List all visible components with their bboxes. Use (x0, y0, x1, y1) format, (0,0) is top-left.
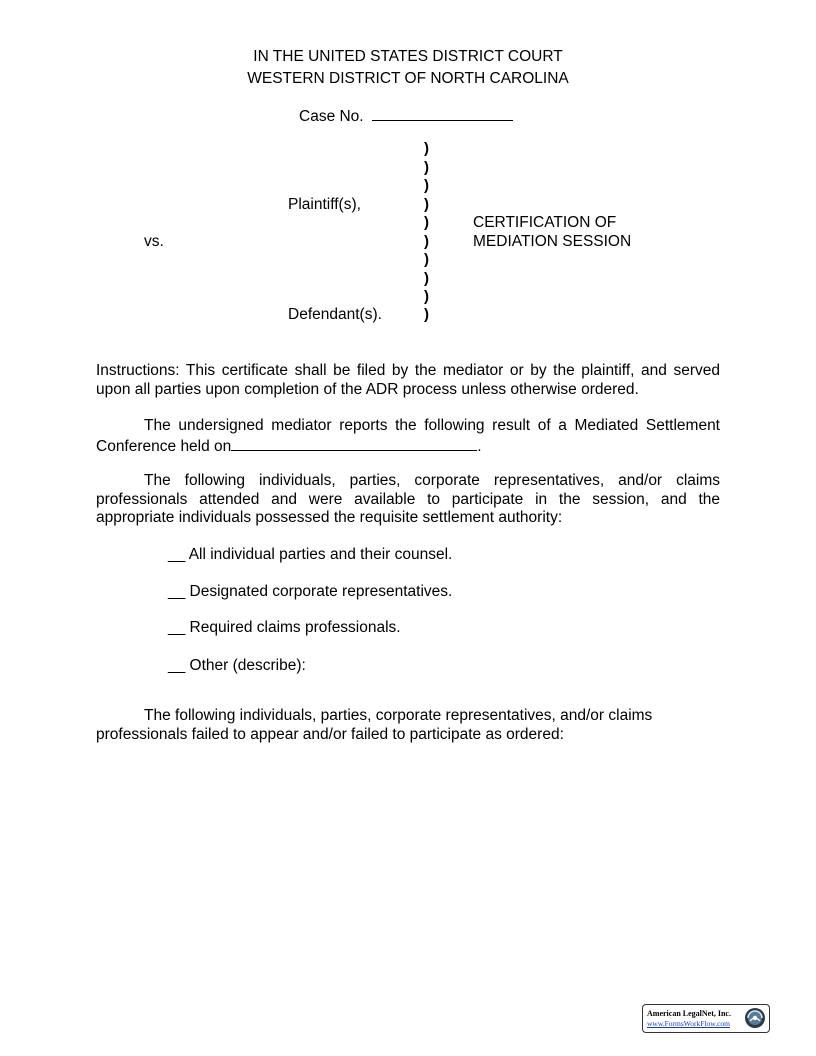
court-name-line2: WESTERN DISTRICT OF NORTH CAROLINA (247, 70, 569, 87)
conference-date-field[interactable] (231, 436, 477, 451)
logo-website-link[interactable]: www.FormsWorkFlow.com (647, 1019, 731, 1028)
document-title-line1: CERTIFICATION OF (473, 214, 617, 231)
report-paragraph (96, 417, 720, 456)
plaintiff-label: Plaintiff(s), (288, 196, 361, 213)
caption-paren: ) (424, 288, 429, 305)
globe-icon (744, 1007, 766, 1029)
attended-text: The following individuals, parties, corporate representatives, and/or claims professionals attended and were available to participate in the session, and the appropriate individuals possessed the requisite settlement authority: (96, 472, 720, 526)
caption-paren: ) (424, 159, 429, 176)
report-end: . (477, 437, 482, 455)
legalnet-logo[interactable] (642, 1004, 770, 1033)
court-name-line1: IN THE UNITED STATES DISTRICT COURT (253, 48, 563, 65)
attended-paragraph (96, 472, 720, 528)
caption-paren: ) (424, 196, 429, 213)
caption-paren: ) (424, 140, 429, 157)
checklist-item[interactable]: __ Other (describe): (168, 657, 306, 674)
case-number-row (299, 106, 513, 126)
caption-paren: ) (424, 214, 429, 231)
checklist-item[interactable]: __ Required claims professionals. (168, 619, 401, 636)
checklist-item[interactable]: __ All individual parties and their counsel. (168, 546, 453, 563)
document-title-line2: MEDIATION SESSION (473, 233, 632, 250)
case-number-label: Case No. (299, 108, 364, 125)
caption-paren: ) (424, 270, 429, 287)
caption-paren: ) (424, 251, 429, 268)
case-number-field[interactable] (372, 106, 513, 121)
failed-paragraph (96, 707, 720, 744)
defendant-label: Defendant(s). (288, 306, 382, 323)
caption-paren: ) (424, 306, 429, 323)
instructions-paragraph: Instructions: This certificate shall be filed by the mediator or by the plaintiff, and served upon all parties upon completion of the ADR process unless otherwise ordered. (96, 362, 720, 398)
caption-paren: ) (424, 177, 429, 194)
vs-label: vs. (144, 233, 164, 250)
logo-company-name: American LegalNet, Inc. (647, 1009, 731, 1018)
checklist-item[interactable]: __ Designated corporate representatives. (168, 583, 453, 600)
report-text: The undersigned mediator reports the following result of a Mediated Settlement Conference held on (96, 417, 720, 455)
caption-paren: ) (424, 233, 429, 250)
failed-text: The following individuals, parties, corporate representatives, and/or claims professionals failed to appear and/or failed to participate as ordered: (96, 707, 653, 743)
